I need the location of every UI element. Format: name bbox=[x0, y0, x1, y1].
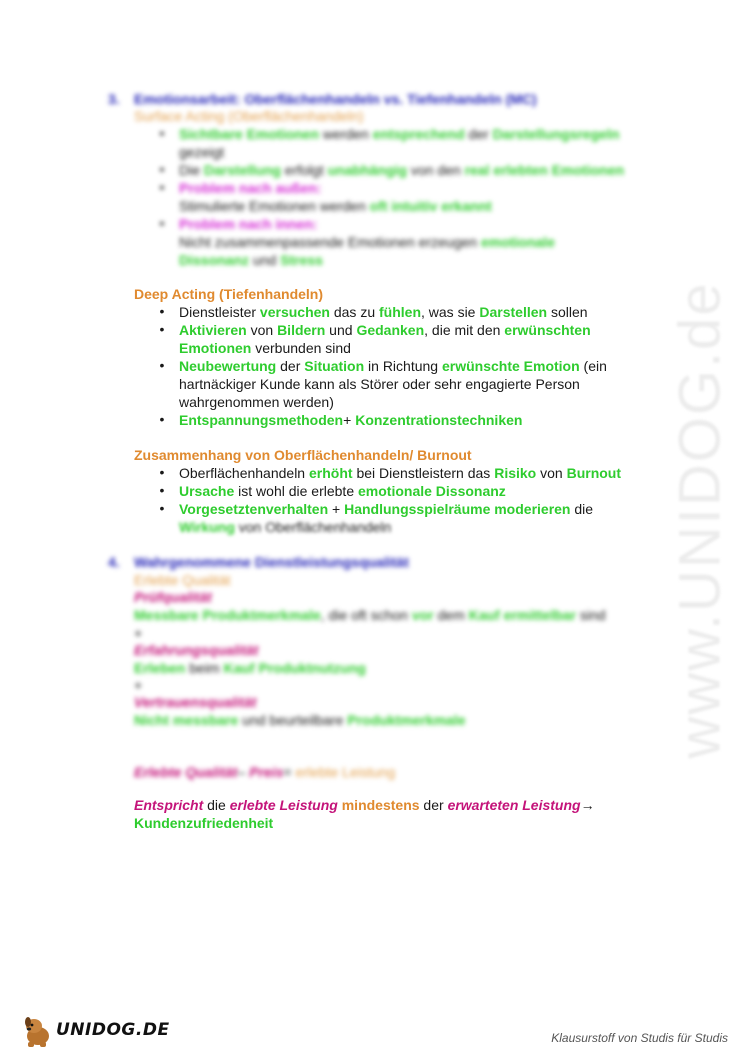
text-span: Darstellungsregeln bbox=[492, 126, 620, 142]
text-span: Produktnutzung bbox=[258, 660, 366, 676]
text-span: unabhängig bbox=[327, 162, 407, 178]
text-span: sollen bbox=[547, 304, 588, 320]
text-span: Wirkung bbox=[179, 519, 235, 535]
bullet: • bbox=[159, 357, 165, 373]
vertrauensqualitaet-text bbox=[134, 711, 466, 729]
text-span: sind bbox=[576, 607, 606, 623]
deep-bullet-3-line-1 bbox=[179, 357, 607, 375]
bullet: • bbox=[159, 125, 165, 141]
deep-bullet-1 bbox=[179, 303, 588, 321]
text-span: die bbox=[570, 501, 594, 517]
text-span: dem bbox=[433, 607, 469, 623]
text-span: in Richtung bbox=[364, 358, 442, 374]
surface-bullet-3-text bbox=[179, 197, 492, 215]
text-span: erlebte Leistung bbox=[295, 764, 396, 780]
text-span: Risiko bbox=[494, 465, 537, 481]
section-3-number: 3. bbox=[108, 91, 120, 107]
watermark: www.UNIDOG.de bbox=[667, 281, 733, 759]
text-span: bei Dienstleistern das bbox=[352, 465, 495, 481]
surface-bullet-3-head: Problem nach außen: bbox=[179, 180, 322, 196]
plus-sign: + bbox=[134, 677, 143, 693]
deep-bullet-2-line-1 bbox=[179, 321, 591, 339]
text-span: ist wohl die erlebte bbox=[234, 483, 358, 499]
text-span: + bbox=[343, 412, 356, 428]
text-span: Erlebte Qualität bbox=[134, 764, 238, 780]
surface-bullet-4-line-1 bbox=[179, 233, 555, 251]
text-span: mindestens bbox=[337, 797, 420, 813]
bullet: • bbox=[159, 179, 165, 195]
text-span: Handlungsspielräume moderieren bbox=[344, 501, 571, 517]
text-span: Neubewertung bbox=[179, 358, 277, 374]
text-span: erwarteten Leistung bbox=[447, 797, 581, 813]
burnout-bullet-2 bbox=[179, 482, 506, 500]
text-span: + bbox=[328, 501, 345, 517]
vertrauensqualitaet-heading: Vertrauensqualität bbox=[134, 694, 257, 710]
text-span: von bbox=[246, 322, 278, 338]
text-span: Konzentrationstechniken bbox=[355, 412, 523, 428]
erlebte-qualitaet-label: Erlebte Qualität bbox=[134, 572, 231, 588]
text-span: Die bbox=[179, 162, 204, 178]
text-span: real erlebten Emotionen bbox=[464, 162, 625, 178]
text-span: Kauf bbox=[223, 660, 255, 676]
text-span: fühlen bbox=[379, 304, 421, 320]
text-span: erwünschten bbox=[504, 322, 591, 338]
text-span: Kauf ermittelbar bbox=[468, 607, 576, 623]
text-span: Stimulierte Emotionen werden bbox=[179, 198, 370, 214]
conclusion-line-1 bbox=[134, 796, 595, 814]
unidog-logo bbox=[20, 1014, 170, 1050]
text-span: oft intuitiv erkannt bbox=[369, 198, 492, 214]
text-span: und bbox=[249, 252, 281, 268]
logo-text: UNIDOG.DE bbox=[56, 1020, 170, 1040]
deep-bullet-3-line-2: hartnäckiger Kunde kann als Störer oder sehr engagierte Person bbox=[179, 376, 580, 392]
text-span: emotionale Dissonanz bbox=[358, 483, 506, 499]
text-span: Darstellung bbox=[203, 162, 281, 178]
text-span: Burnout bbox=[566, 465, 622, 481]
bullet: • bbox=[159, 321, 165, 337]
text-span: Emotionen bbox=[179, 340, 252, 356]
text-span: werden bbox=[319, 126, 373, 142]
text-span: beim bbox=[185, 660, 224, 676]
deep-bullet-2-line-2 bbox=[179, 339, 351, 357]
text-span: der bbox=[419, 797, 448, 813]
text-span: Oberflächenhandeln bbox=[179, 465, 309, 481]
burnout-bullet-1 bbox=[179, 464, 621, 482]
erfahrungsqualitaet-heading: Erfahrungsqualität bbox=[134, 642, 259, 658]
deep-acting-heading: Deep Acting (Tiefenhandeln) bbox=[134, 286, 324, 302]
text-span: erfolgt bbox=[280, 162, 328, 178]
text-span: Dienstleister bbox=[179, 304, 260, 320]
text-span: versuchen bbox=[259, 304, 330, 320]
text-span: Entspricht bbox=[134, 797, 204, 813]
text-span: Ursache bbox=[179, 483, 235, 499]
bullet: • bbox=[159, 411, 165, 427]
text-span: das zu bbox=[329, 304, 379, 320]
text-span: verbunden sind bbox=[251, 340, 351, 356]
text-span: emotionale bbox=[480, 234, 555, 250]
text-span: erhöht bbox=[309, 465, 353, 481]
conclusion-line-2: Kundenzufriedenheit bbox=[134, 815, 274, 831]
section-3-title: Emotionsarbeit: Oberflächenhandeln vs. Tiefenhandeln (MC) bbox=[134, 91, 537, 107]
section-4-title: Wahrgenommene Dienstleistungsqualität bbox=[134, 554, 409, 570]
text-span: Preis bbox=[249, 764, 284, 780]
text-span: Gedanken bbox=[356, 322, 425, 338]
surface-bullet-4-line-2 bbox=[179, 251, 323, 269]
pruefqualitaet-heading: Prüfqualität bbox=[134, 589, 212, 605]
deep-bullet-4 bbox=[179, 411, 522, 429]
text-span: Aktivieren bbox=[179, 322, 247, 338]
text-span: von Oberflächenhandeln bbox=[234, 519, 392, 535]
bullet: • bbox=[159, 500, 165, 516]
text-span: – bbox=[237, 764, 250, 780]
bullet: • bbox=[159, 303, 165, 319]
text-span: und beurteilbare bbox=[238, 712, 348, 728]
deep-bullet-3-line-3: wahrgenommen werden) bbox=[179, 394, 334, 410]
dog-mascot-icon bbox=[20, 1014, 60, 1050]
plus-sign: + bbox=[134, 625, 143, 641]
bullet: • bbox=[159, 215, 165, 231]
text-span: Vorgesetztenverhalten bbox=[179, 501, 329, 517]
text-span: Nicht messbare bbox=[134, 712, 239, 728]
burnout-heading: Zusammenhang von Oberflächenhandeln/ Burnout bbox=[134, 447, 472, 463]
text-span: der bbox=[464, 126, 493, 142]
footer-tagline: Klausurstoff von Studis für Studis bbox=[551, 1031, 728, 1045]
text-span: Erleben bbox=[134, 660, 186, 676]
text-span: , die mit den bbox=[424, 322, 505, 338]
erfahrungsqualitaet-text bbox=[134, 659, 366, 677]
arrow-icon: → bbox=[580, 797, 595, 813]
bullet: • bbox=[159, 161, 165, 177]
text-span: Bildern bbox=[277, 322, 326, 338]
text-span: vor bbox=[411, 607, 434, 623]
text-span: erlebte Leistung bbox=[229, 797, 338, 813]
burnout-bullet-3-line-1 bbox=[179, 500, 593, 518]
text-span: = bbox=[283, 764, 296, 780]
surface-acting-heading: Surface Acting (Oberflächenhandeln) bbox=[134, 108, 364, 124]
text-span: Entspannungsmethoden bbox=[179, 412, 344, 428]
text-span: , was sie bbox=[421, 304, 480, 320]
text-span: Darstellen bbox=[479, 304, 548, 320]
text-span: die bbox=[203, 797, 230, 813]
bullet: • bbox=[159, 464, 165, 480]
text-span: Stress bbox=[280, 252, 323, 268]
text-span: Messbare Produktmerkmale bbox=[134, 607, 321, 623]
text-span: von den bbox=[406, 162, 465, 178]
text-span: Nicht zusammenpassende Emotionen erzeugen bbox=[179, 234, 481, 250]
text-span: erwünschte Emotion bbox=[441, 358, 580, 374]
surface-bullet-4-head: Problem nach innen: bbox=[179, 216, 318, 232]
surface-bullet-2 bbox=[179, 161, 624, 179]
bullet: • bbox=[159, 482, 165, 498]
text-span: (ein bbox=[579, 358, 607, 374]
text-span: entsprechend bbox=[372, 126, 465, 142]
text-span: der bbox=[276, 358, 305, 374]
text-span: Dissonanz bbox=[179, 252, 250, 268]
section-4-number: 4. bbox=[108, 554, 120, 570]
text-span: von bbox=[536, 465, 567, 481]
text-span: Produktmerkmale bbox=[347, 712, 466, 728]
text-span: und bbox=[325, 322, 357, 338]
text-span: Situation bbox=[304, 358, 365, 374]
surface-bullet-1-line-2: gezeigt bbox=[179, 144, 225, 160]
surface-bullet-1-line-1 bbox=[179, 125, 619, 143]
text-span: , die oft schon bbox=[320, 607, 412, 623]
text-span: Sichtbare Emotionen bbox=[179, 126, 320, 142]
burnout-bullet-3-line-2 bbox=[179, 518, 391, 536]
pruefqualitaet-text bbox=[134, 606, 606, 624]
formula bbox=[134, 763, 395, 781]
